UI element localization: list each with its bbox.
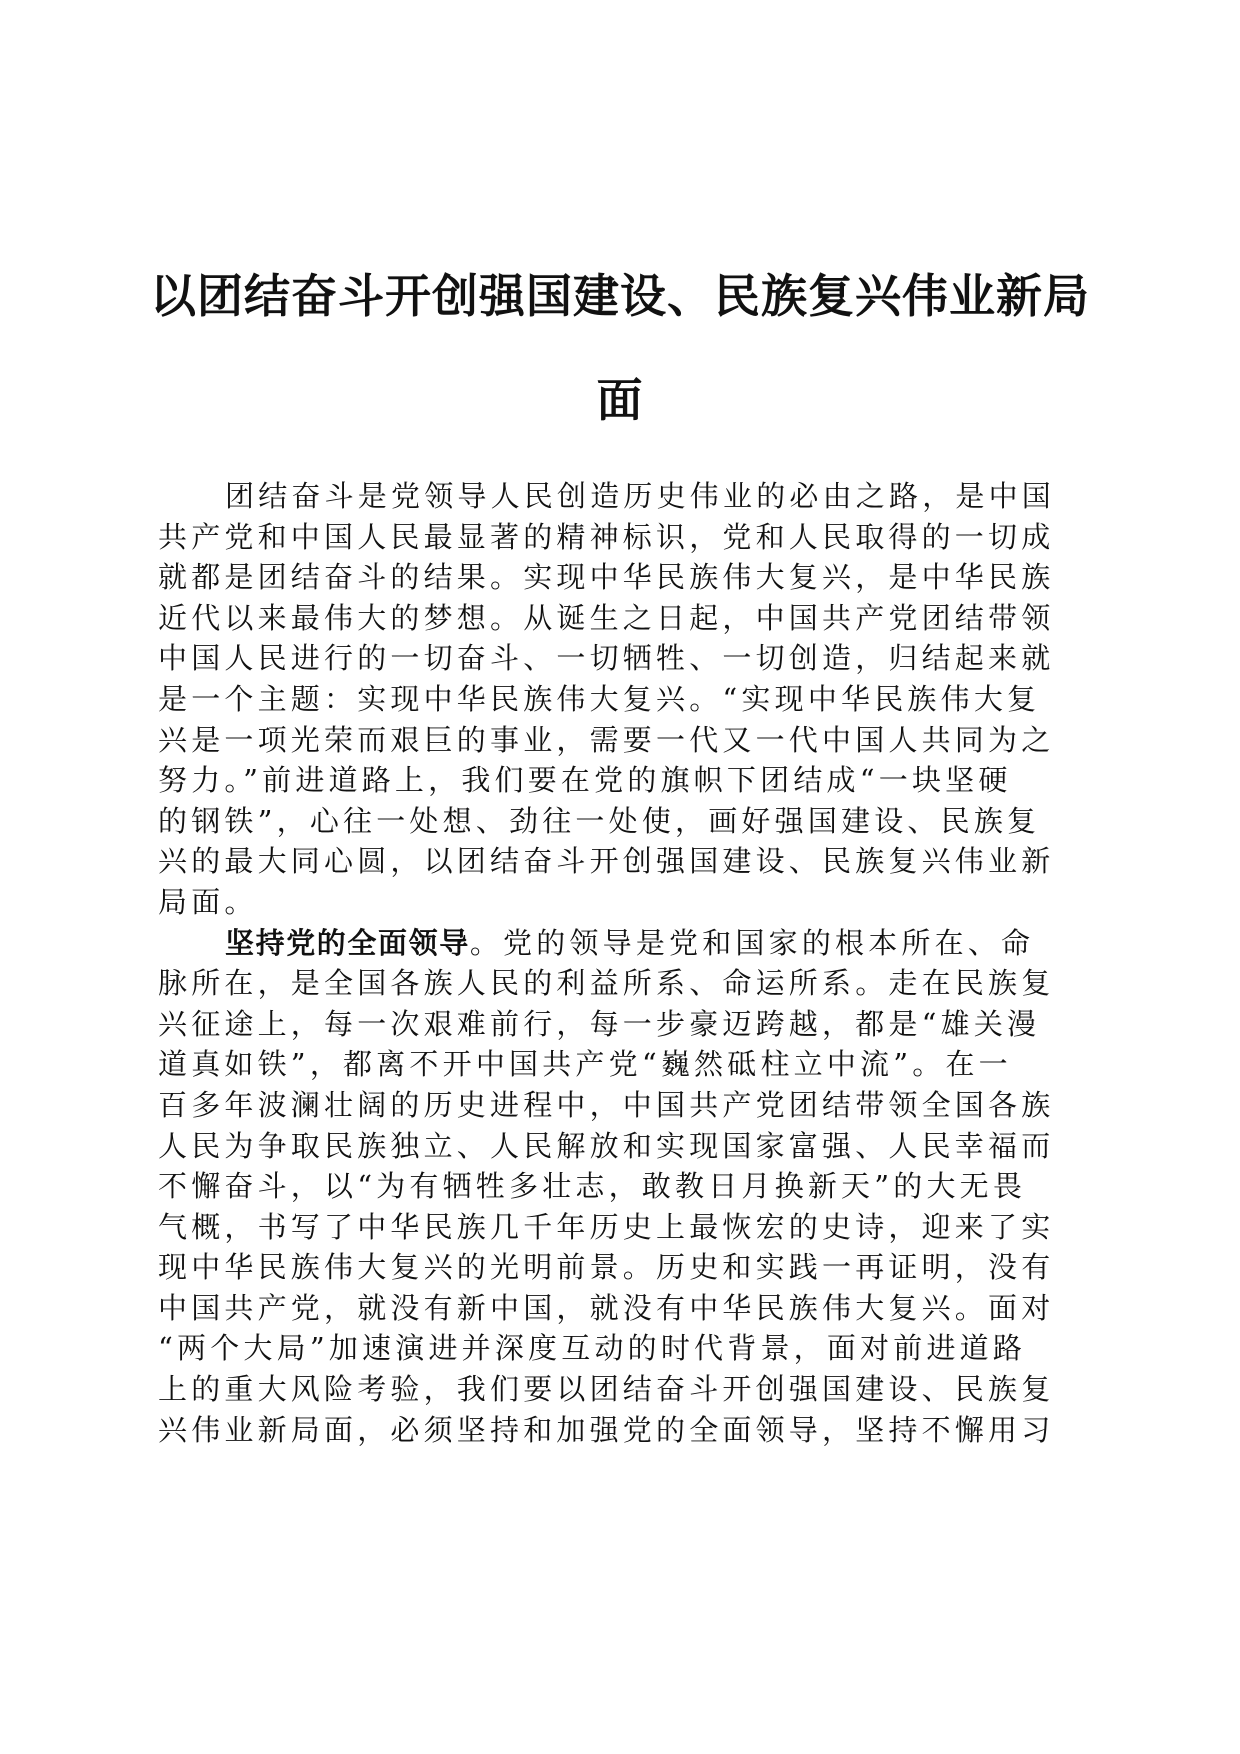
text-line: 脉所在，是全国各族人民的利益所系、命运所系。走在民族复 <box>158 966 1055 1001</box>
text-line: 道真如铁”，都离不开中国共产党“巍然砥柱立中流”。在一 <box>158 1047 1012 1082</box>
paragraph-lead-heading: 坚持党的全面领导 <box>225 925 470 960</box>
text-line: 兴征途上，每一次艰难前行，每一步豪迈跨越，都是“雄关漫 <box>158 1006 1041 1041</box>
text-line-rest: 。党的领导是党和国家的根本所在、命 <box>469 925 1035 960</box>
text-line: 努力。”前进道路上，我们要在党的旗帜下团结成“一块坚硬 <box>158 763 1012 798</box>
text-line: 不懈奋斗，以“为有牺牲多壮志，敢教日月换新天”的大无畏 <box>158 1169 1027 1204</box>
text-line: 中国人民进行的一切奋斗、一切牺牲、一切创造，归结起来就 <box>158 641 1055 676</box>
paragraph-1 <box>158 476 1079 923</box>
title-line-2: 面 <box>596 373 644 427</box>
text-line: 气概，书写了中华民族几千年历史上最恢宏的史诗，迎来了实 <box>158 1209 1055 1244</box>
text-line: 现中华民族伟大复兴的光明前景。历史和实践一再证明，没有 <box>158 1250 1055 1285</box>
text-line: 中国共产党，就没有新中国，就没有中华民族伟大复兴。面对 <box>158 1290 1055 1325</box>
document-title <box>140 244 1100 452</box>
paragraph-2 <box>158 923 1079 1451</box>
text-line: 兴伟业新局面，必须坚持和加强党的全面领导，坚持不懈用习 <box>158 1412 1055 1447</box>
text-line: “两个大局”加速演进并深度互动的时代背景，面对前进道路 <box>158 1331 1027 1366</box>
text-line: 兴的最大同心圆，以团结奋斗开创强国建设、民族复兴伟业新 <box>158 844 1055 879</box>
text-line: 团结奋斗是党领导人民创造历史伟业的必由之路，是中国 <box>225 479 1056 513</box>
text-line: 局面。 <box>158 884 258 919</box>
text-line: 近代以来最伟大的梦想。从诞生之日起，中国共产党团结带领 <box>158 600 1055 635</box>
text-line: 的钢铁”，心往一处想、劲往一处使，画好强国建设、民族复 <box>158 803 1041 838</box>
text-line: 百多年波澜壮阔的历史进程中，中国共产党团结带领全国各族 <box>158 1087 1055 1122</box>
text-line: 就都是团结奋斗的结果。实现中华民族伟大复兴，是中华民族 <box>158 560 1055 595</box>
text-line: 兴是一项光荣而艰巨的事业，需要一代又一代中国人共同为之 <box>158 722 1055 757</box>
document-body <box>158 476 1079 1450</box>
text-line: 人民为争取民族独立、人民解放和实现国家富强、人民幸福而 <box>158 1128 1055 1163</box>
text-line: 是一个主题：实现中华民族伟大复兴。“实现中华民族伟大复 <box>158 681 1041 716</box>
text-line: 上的重大风险考验，我们要以团结奋斗开创强国建设、民族复 <box>158 1372 1055 1407</box>
text-line <box>158 923 1079 964</box>
text-line: 共产党和中国人民最显著的精神标识，党和人民取得的一切成 <box>158 519 1055 554</box>
title-line-1: 以团结奋斗开创强国建设、民族复兴伟业新局 <box>150 269 1090 323</box>
